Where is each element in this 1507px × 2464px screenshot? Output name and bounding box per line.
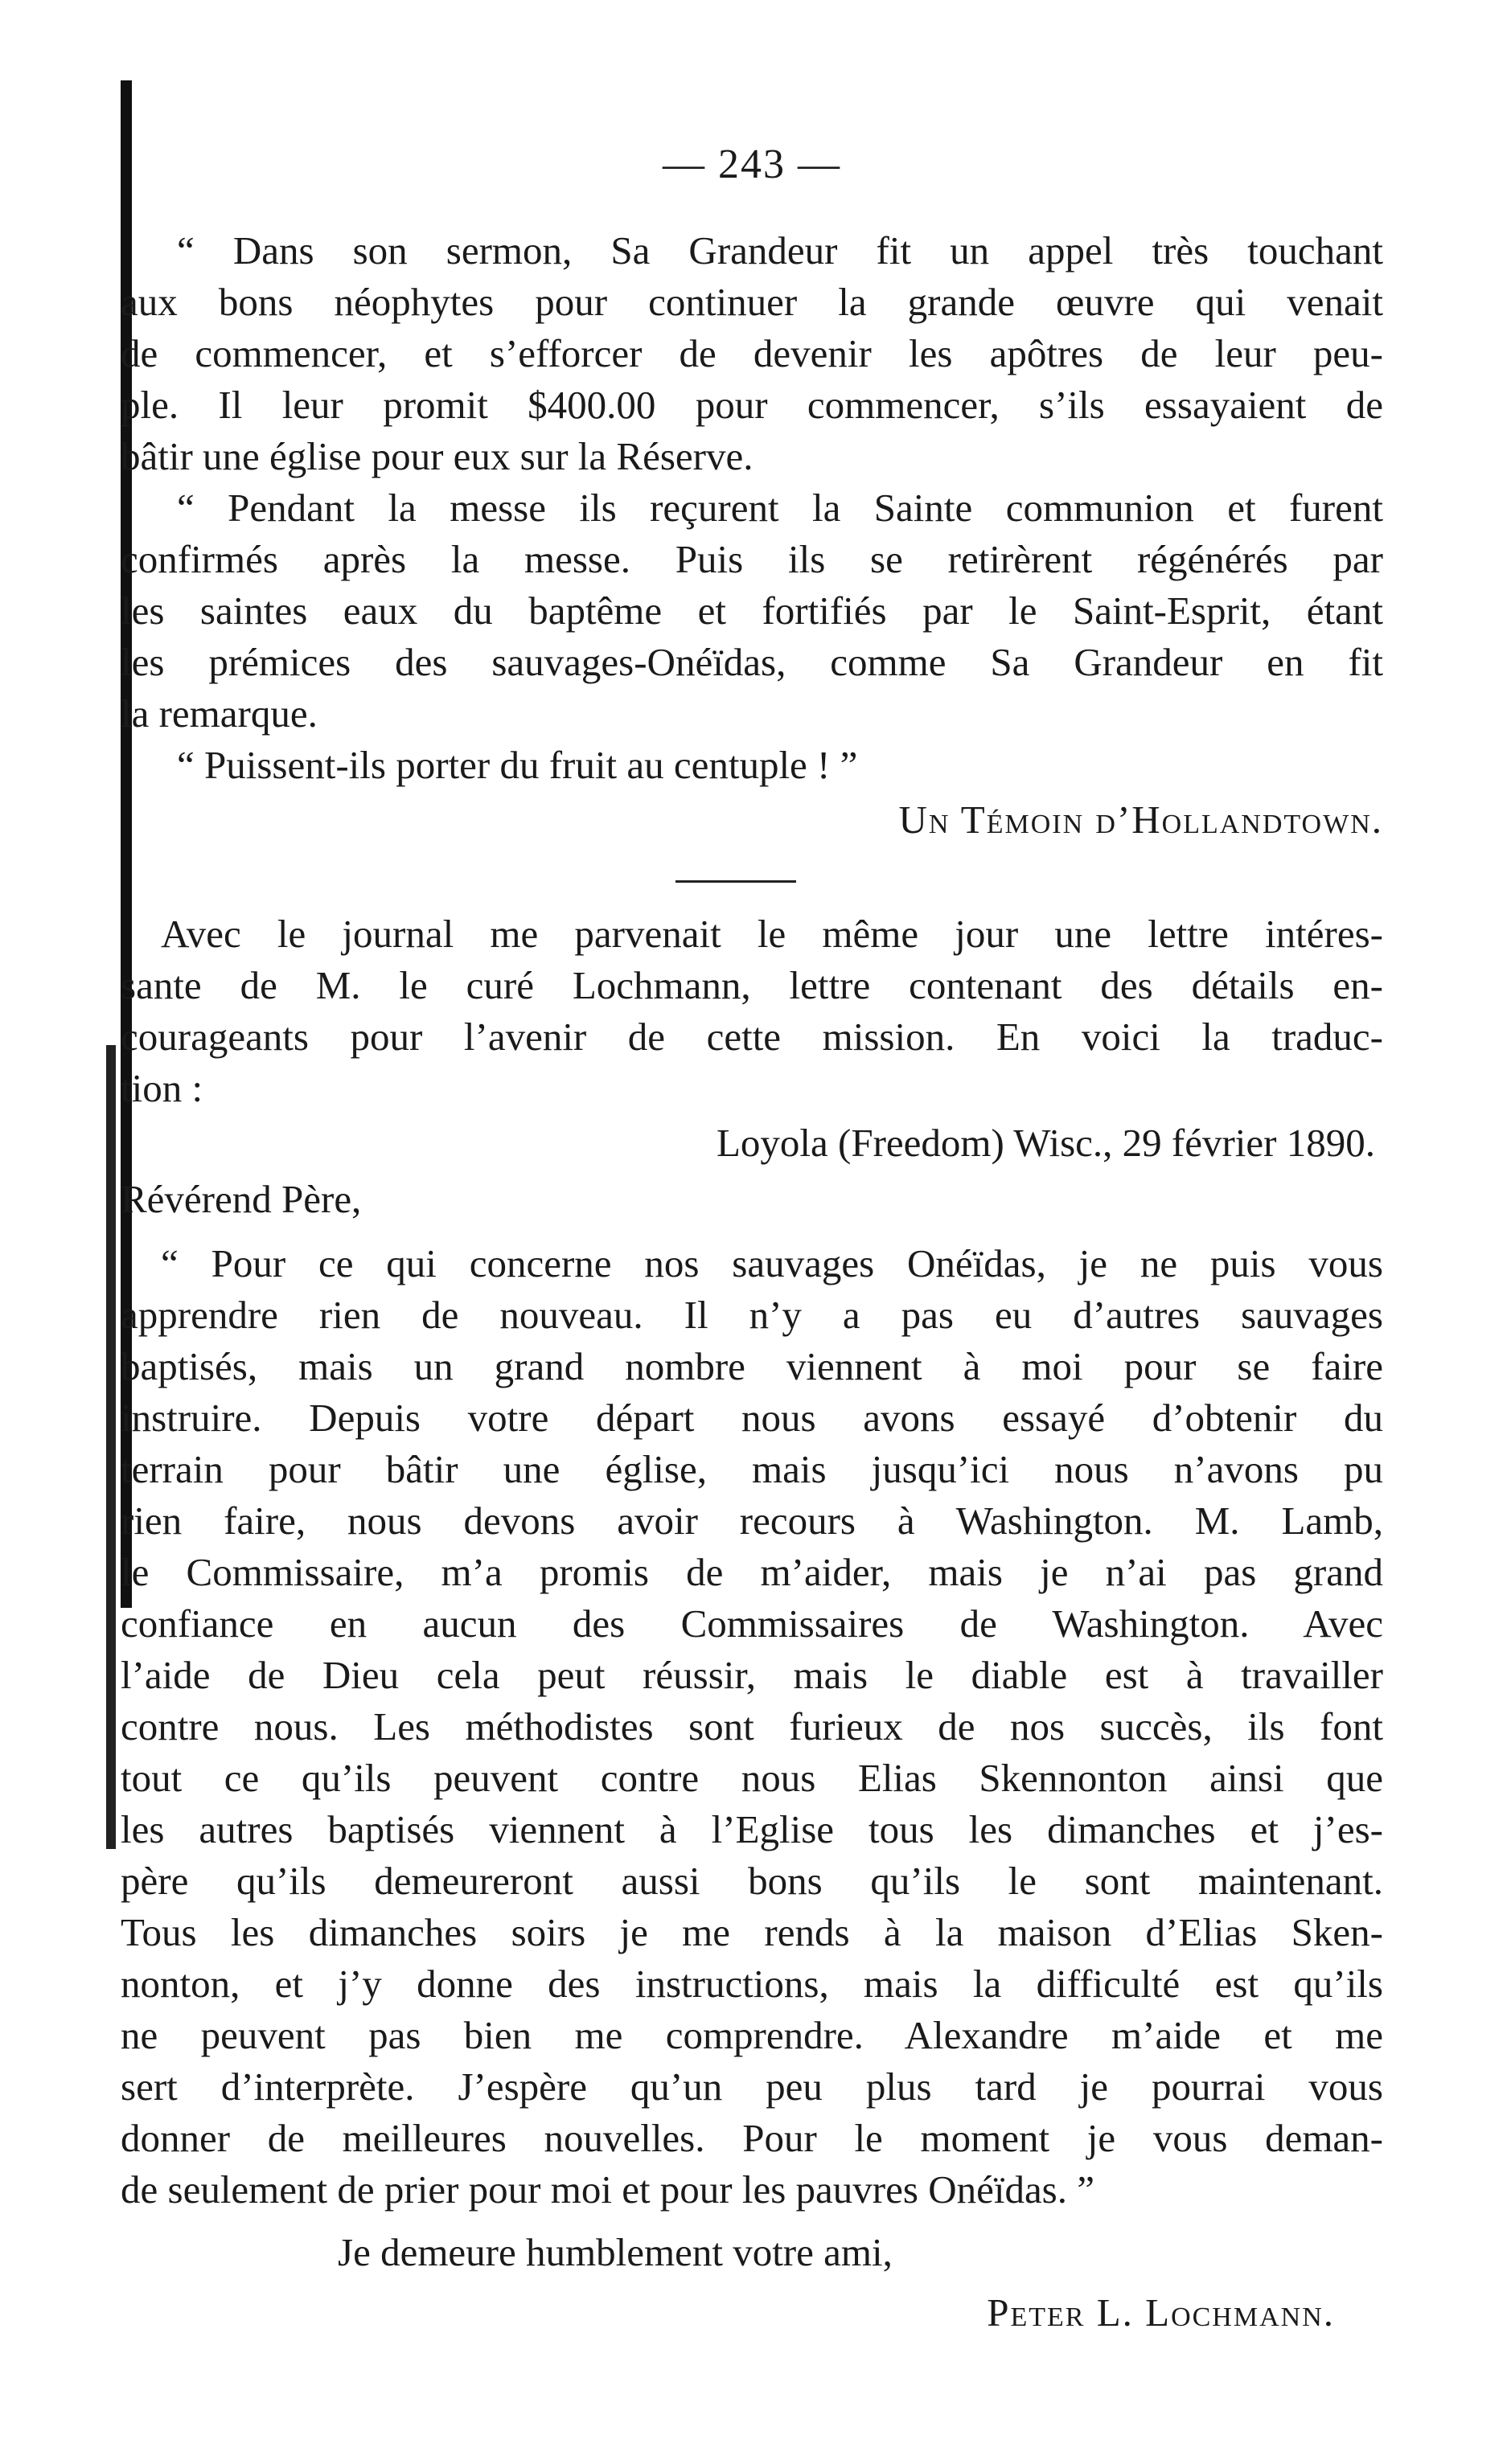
text-line: de seulement de prier pour moi et pour les pauvres Onéïdas. ” — [121, 2167, 1095, 2212]
text-line: nonton, et j’y donne des instructions, mais la difficulté est qu’ils — [121, 1962, 1383, 2006]
text-line: sante de M. le curé Lochmann, lettre contenant des détails en- — [121, 963, 1383, 1007]
text-line: les autres baptisés viennent à l’Eglise tous les dimanches et j’es- — [121, 1807, 1383, 1851]
text-line: confiance en aucun des Commissaires de Washington. Avec — [121, 1601, 1383, 1646]
text-line: les saintes eaux du baptême et fortifiés par le Saint-Esprit, étant — [121, 588, 1383, 633]
text-line: ne peuvent pas bien me comprendre. Alexandre m’aide et me — [121, 2013, 1383, 2057]
signature-lochmann: Peter L. Lochmann. — [987, 2290, 1335, 2335]
text-line: rien faire, nous devons avoir recours à Washington. M. Lamb, — [121, 1498, 1383, 1543]
text-line: instruire. Depuis votre départ nous avons essayé d’obtenir du — [121, 1396, 1383, 1440]
text-line: tion : — [121, 1066, 203, 1110]
text-line: contre nous. Les méthodistes sont furieux de nos succès, ils font — [121, 1704, 1383, 1749]
text-line: ple. Il leur promit $400.00 pour commencer, s’ils essayaient de — [121, 383, 1383, 427]
signature-temoin: Un Témoin d’Hollandtown. — [898, 797, 1383, 842]
book-page — [121, 105, 1383, 2436]
letter-dateline: Loyola (Freedom) Wisc., 29 février 1890. — [716, 1121, 1375, 1165]
text-line: donner de meilleures nouvelles. Pour le moment je vous deman- — [121, 2116, 1383, 2160]
section-divider — [675, 880, 796, 883]
text-line: tout ce qu’ils peuvent contre nous Elias Skennonton ainsi que — [121, 1756, 1383, 1800]
text-line: le Commissaire, m’a promis de m’aider, mais je n’ai pas grand — [121, 1550, 1383, 1594]
text-line: bâtir une église pour eux sur la Réserve. — [121, 434, 754, 478]
paragraph-centuple: “ Puissent-ils porter du fruit au centuple ! ” — [177, 743, 858, 787]
text-line: sert d’interprète. J’espère qu’un peu plus tard je pourrai vous — [121, 2064, 1383, 2109]
text-line: apprendre rien de nouveau. Il n’y a pas eu d’autres sauvages — [121, 1293, 1383, 1337]
text-line: baptisés, mais un grand nombre viennent à moi pour se faire — [121, 1344, 1383, 1388]
text-line: confirmés après la messe. Puis ils se retirèrent régénérés par — [121, 537, 1383, 581]
text-line: terrain pour bâtir une église, mais jusqu’ici nous n’avons pu — [121, 1447, 1383, 1491]
text-line: aux bons néophytes pour continuer la grande œuvre qui venait — [121, 280, 1383, 324]
text-line: courageants pour l’avenir de cette mission. En voici la traduc- — [121, 1015, 1383, 1059]
page-binding-shadow — [106, 1045, 116, 1849]
text-line: Avec le journal me parvenait le même jour une lettre intéres- — [161, 912, 1383, 956]
text-line: père qu’ils demeureront aussi bons qu’ils le sont maintenant. — [121, 1859, 1383, 1903]
letter-salutation: Révérend Père, — [121, 1177, 362, 1221]
text-line: les prémices des sauvages-Onéïdas, comme Sa Grandeur en fit — [121, 640, 1383, 684]
text-line: de commencer, et s’efforcer de devenir les apôtres de leur peu- — [121, 331, 1383, 375]
text-line: l’aide de Dieu cela peut réussir, mais le diable est à travailler — [121, 1653, 1383, 1697]
page-number: — 243 — — [663, 141, 841, 187]
text-line: “ Dans son sermon, Sa Grandeur fit un appel très touchant — [177, 228, 1383, 273]
text-line: “ Pendant la messe ils reçurent la Sainte communion et furent — [177, 486, 1383, 530]
letter-closing: Je demeure humblement votre ami, — [338, 2230, 893, 2274]
text-line: “ Pour ce qui concerne nos sauvages Onéïdas, je ne puis vous — [161, 1241, 1383, 1285]
text-line: Tous les dimanches soirs je me rends à la maison d’Elias Sken- — [121, 1910, 1383, 1954]
text-line: la remarque. — [121, 691, 318, 736]
